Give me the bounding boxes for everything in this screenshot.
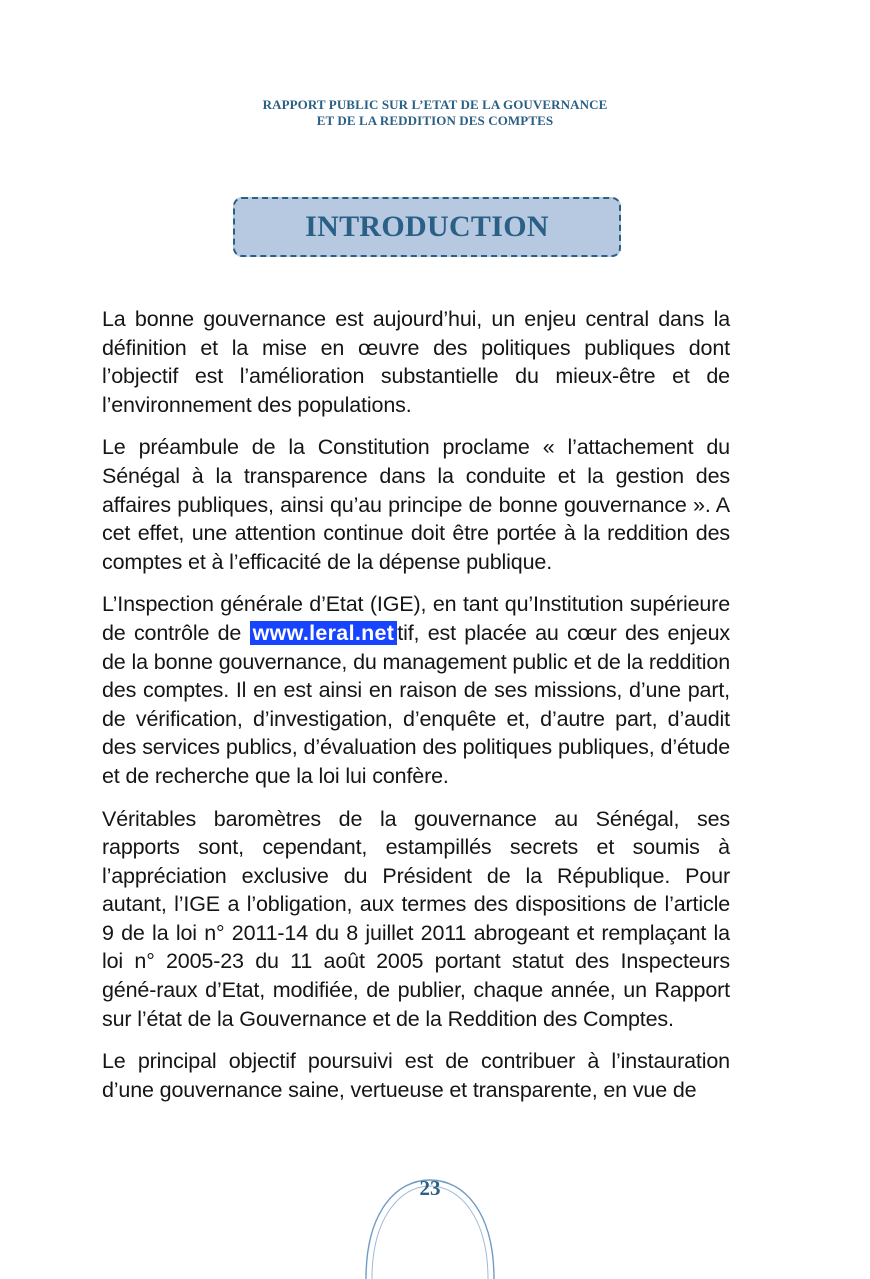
watermark-label: www.leral.net xyxy=(250,621,398,645)
running-header-line-2: ET DE LA REDDITION DES COMPTES xyxy=(316,113,554,128)
paragraph-3-before: L’Inspection générale d’Etat (IGE), en tant qu’Institution supérieure de contrôle de xyxy=(102,592,730,645)
body-text xyxy=(102,305,730,1118)
paragraph-1: La bonne gouvernance est aujourd’hui, un enjeu central dans la définition et la mise en œuvre des politiques publiques dont l’objectif est l’amélioration substantielle du mieux-être et de l’environnement des populations. xyxy=(102,307,730,417)
section-title: INTRODUCTION xyxy=(305,210,549,243)
paragraph-2: Le préambule de la Constitution proclame « l’attachement du Sénégal à la transparence dans la conduite et la gestion des affaires publiques, ainsi qu’au principe de bonne gouvernance ». A cet effet, une attention continue doit être portée à la reddition des comptes et à l’efficacité de la dépense publique. xyxy=(102,435,730,574)
paragraph-3 xyxy=(102,590,730,790)
paragraph-4: Véritables baromètres de la gouvernance au Sénégal, ses rapports sont, cependant, estampillés secrets et soumis à l’appréciation exclusive du Président de la République. Pour autant, l’IGE a l’obligation, aux termes des dispositions de l’article 9 de la loi n° 2011-14 du 8 juillet 2011 abrogeant et remplaçant la loi n° 2005-23 du 11 août 2005 portant statut des Inspecteurs géné-raux d’Etat, modifiée, de publier, chaque année, un Rapport sur l’état de la Gouvernance et de la Reddition des Comptes. xyxy=(102,806,730,1031)
paragraph-3-after: tif, est placée au cœur des enjeux de la bonne gouvernance, du management public et de la reddition des comptes. Il en est ainsi en raison de ses missions, d’une part, de vérification, d’investigation, d’enquête et, d’autre part, d’audit des services publics, d’évaluation des politiques publiques, d’étude et de recherche que la loi lui confère. xyxy=(102,620,730,788)
paragraph-5: Le principal objectif poursuivi est de contribuer à l’instauration d’une gouvernance saine, vertueuse et transparente, en vue de xyxy=(102,1049,730,1102)
page-number: 23 xyxy=(419,1176,441,1200)
running-header xyxy=(0,97,870,129)
running-header-line-1: RAPPORT PUBLIC SUR L’ETAT DE LA GOUVERNANCE xyxy=(262,97,608,112)
section-title-box xyxy=(233,197,621,257)
